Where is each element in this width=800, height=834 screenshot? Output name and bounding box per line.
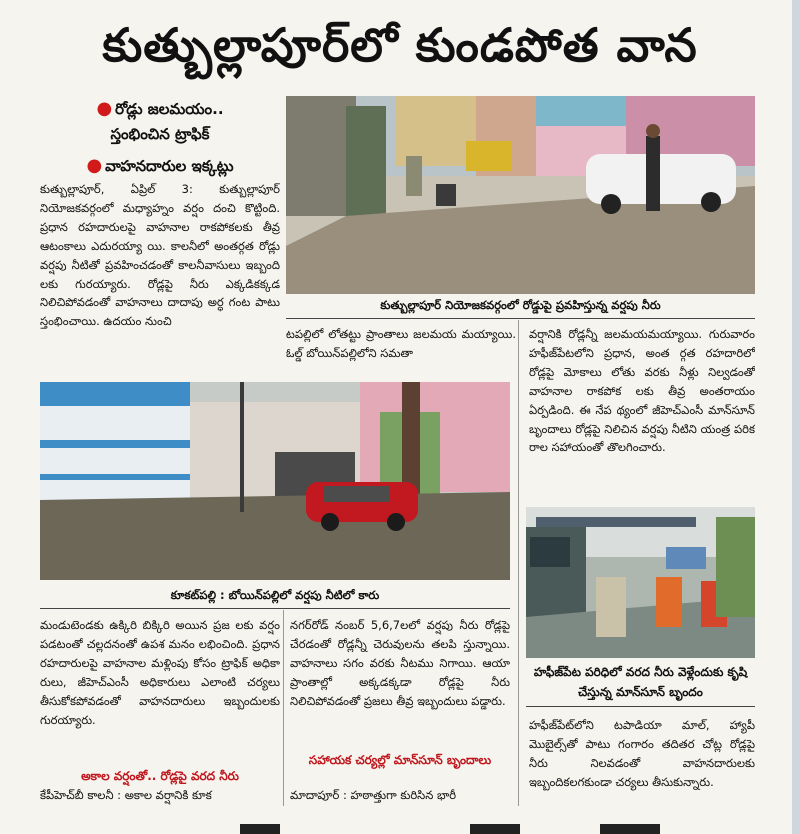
red-subhead-col1: అకాల వర్షంతో.. రోడ్లపై వరద నీరు xyxy=(81,769,239,783)
next-article-fragment xyxy=(600,824,660,834)
photo-flooded-street xyxy=(286,96,755,294)
subhead-3 xyxy=(40,155,280,179)
article-col3-bottom: హఫీజ్‌పేట్‌లోని టపాడియా మాల్, హ్యాపీ మొబైల్స్‌తో పాటు గంగారం తదితర చోట్ల రోడ్లపై నీరు నిలవడంతో వాహనదారులకు ఇబ్బందికలగకుండా చర్యలు తీసుకున్నారు. xyxy=(529,718,755,789)
article-col2-top: టపల్లిలో లోతట్టు ప్రాంతాలు జలమయ మయ్యాయి. ఓల్డ్ బోయిన్‌పల్లిలోని సమతా xyxy=(286,327,516,360)
divider xyxy=(40,608,510,609)
article-col2-bottom: నగర్‌రోడ్ నంబర్ 5,6,7లలో వర్షపు నీరు రోడ్లపై చేరడంతో రోడ్లన్నీ చెరువులను తలపి స్తున్నాయి. వాహనాలు సగం వరకు నీటము నిగాయి. ఆయా ప్రాంతాల్లో అక్కడక్కడా రోడ్లపై నీరు నిలిచిపోవడంతో ప్రజలు తీవ్ర ఇబ్బందులు పడ్డారు. xyxy=(290,618,510,708)
next-article-fragment xyxy=(240,824,280,834)
divider xyxy=(286,318,755,319)
column-rule xyxy=(283,610,284,806)
divider xyxy=(526,706,755,707)
red-subhead-col2: సహాయక చర్యల్లో మాన్‌సూన్ బృందాలు xyxy=(308,753,492,767)
page-edge-strip xyxy=(792,0,800,834)
bullet-icon: ● xyxy=(86,155,103,176)
subhead-1-text: రోడ్లు జలమయం.. xyxy=(115,100,224,118)
subhead-2-text: స్తంభించిన ట్రాఫిక్ xyxy=(110,125,210,143)
article-col3-top: వర్షానికి రోడ్లన్నీ జలమయమయ్యాయి. గురువారం హఫీజ్‌పేటలోని ప్రధాన, అంత ర్గత రహదారిలో రోడ్లపై మోకాలు లోతు వరకు నీళ్లు నిల్వడంతో వాహనాల రాకపోక లకు తీవ్ర అంతరాయం ఏర్పడింది. ఈ నేప థ్యంలో జీహెచ్‌ఎంసీ మాన్‌సూన్ బృందాలు రోడ్లపై నిలిచిన వర్షపు నీటిని యంత్ర పరిక రాల సహాయంతో తొలగించారు. xyxy=(529,327,755,455)
caption-photo2: కూకట్‌పల్లి : బోయిన్‌పల్లిలో వర్షపు నీటిలో కారు xyxy=(170,588,380,602)
bullet-icon: ● xyxy=(96,98,113,119)
column-rule xyxy=(518,320,519,806)
photo-car-in-water xyxy=(40,382,510,580)
caption-photo3: హఫీజ్‌పేట పరిధిలో వరద నీరు వెళ్లేందుకు కృషి చేస్తున్న మాన్‌సూన్ బృందం xyxy=(533,665,748,699)
col1-last-line: కేపీహెచ్‌బీ కాలనీ : అకాల వర్షానికి కూక xyxy=(40,788,212,802)
caption-photo1: కుత్బుల్లాపూర్ నియోజకవర్గంలో రోడ్డుపై ప్రవహిస్తున్న వర్షపు నీరు xyxy=(380,298,661,312)
article-col1-bottom: మండుటెండకు ఉక్కిరి బిక్కిరి అయిన ప్రజ లకు వర్షం పడటంతో చల్లదనంతో ఉపశ మనం లభించింది. ప్రధాన రహదారులపై వాహనాల మళ్లింపు కోసం ట్రాఫిక్ అధికా రులు, జీహెచ్‌ఎంసీ అధికారులు ఎలాంటి చర్యలు తీసుకోకపోవడంతో వాహనదారులు ఇబ్బందులకు గురయ్యారు. xyxy=(40,618,280,727)
article-col1-top: కుత్బుల్లాపూర్, ఏప్రిల్ 3: కుత్బుల్లాపూర్ నియోజకవర్గంలో మధ్యాహ్నం వర్షం దంచి కొట్టింది. ప్రధాన రహదారులపై వాహనాల రాకపోకలకు తీవ్ర ఆటంకాలు ఎదురయ్యా యి. కాలనీలో అంతర్గత రోడ్లు వర్షపు నీటితో ప్రవహించడంతో కాలనీవాసులు ఇబ్బంది లకు గురయ్యారు. రోడ్లపై నీరు ఎక్కడికక్కడ నిలిచిపోవడంతో వాహనాలు దాదాపు అర్ధ గంట పాటు స్తంభించాయి. ఉదయం నుంచి xyxy=(40,182,280,329)
col2-last-line: మాదాపూర్ : హఠాత్తుగా కురిసిన భారీ xyxy=(290,788,457,802)
next-article-fragment xyxy=(470,824,520,834)
subhead-2 xyxy=(40,125,280,147)
subhead-1 xyxy=(40,98,280,122)
headline: కుత్బుల్లాపూర్‌లో కుండపోత వాన xyxy=(102,18,698,72)
subhead-3-text: వాహనదారుల ఇక్కట్లు xyxy=(105,157,234,175)
photo-monsoon-team xyxy=(526,507,755,658)
